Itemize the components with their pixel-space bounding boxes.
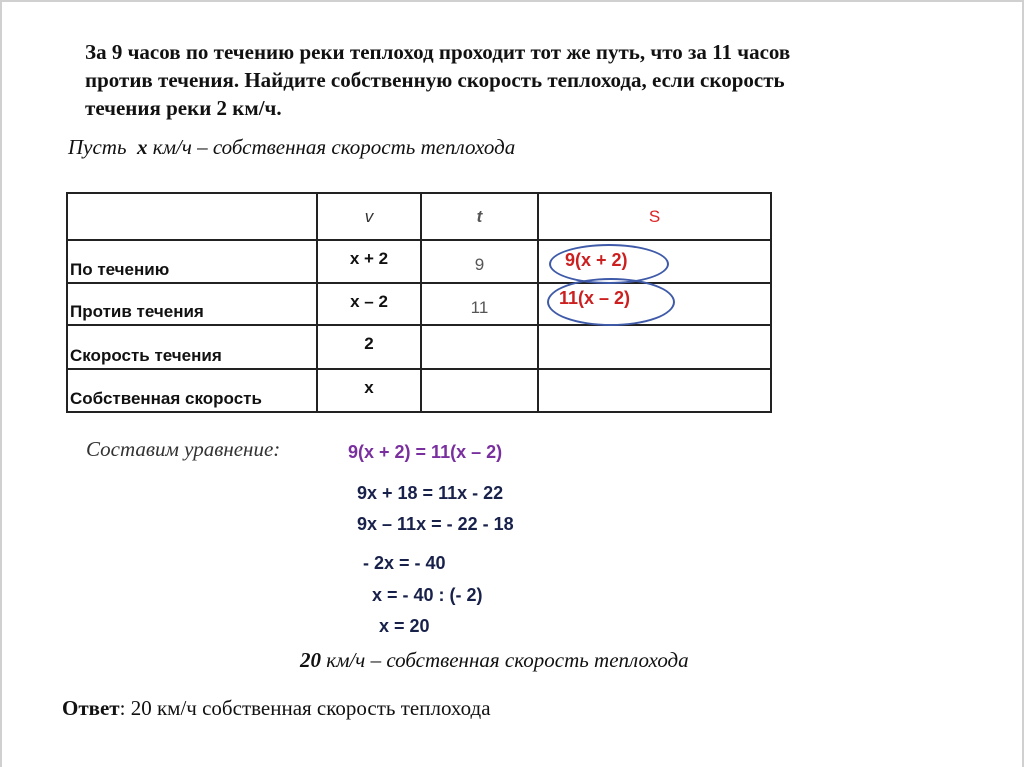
answer-statement [62,696,491,721]
row-label: Против течения [67,283,317,325]
result-value: 20 [300,648,321,672]
distance-value: 9(x + 2) [565,250,628,270]
slide-top-border [0,0,1024,2]
problem-line: против течения. Найдите собственную скорость теплохода, если скорость [85,68,785,92]
let-rest: км/ч – собственная скорость теплохода [152,135,516,159]
cell-time [421,369,538,412]
cell-time: 9 [421,240,538,283]
compose-label: Составим уравнение: [86,437,281,461]
problem-statement [85,38,965,122]
cell-distance [538,325,771,369]
table-header-row [67,193,771,240]
header-speed: v [317,193,421,240]
cell-distance [538,240,771,283]
let-statement [68,135,515,160]
cell-distance [538,283,771,325]
let-variable: x [137,135,148,159]
cell-speed: x – 2 [317,283,421,325]
cell-speed: x [317,369,421,412]
problem-line: течения реки 2 км/ч. [85,96,282,120]
cell-time [421,325,538,369]
data-table [66,192,772,413]
result-statement [300,648,689,673]
cell-speed: 2 [317,325,421,369]
equation-step: - 2x = - 40 [363,553,446,573]
result-rest: км/ч – собственная скорость теплохода [326,648,689,672]
row-label: По течению [67,240,317,283]
table-row [67,325,771,369]
distance-value: 11(x – 2) [559,288,631,308]
row-label: Скорость течения [67,325,317,369]
table-row [67,240,771,283]
answer-text: : 20 км/ч собственная скорость теплохода [119,696,491,720]
table-row [67,369,771,412]
answer-label: Ответ [62,696,120,720]
cell-speed: x + 2 [317,240,421,283]
slide-left-border [0,0,2,767]
header-time: t [421,193,538,240]
let-prefix: Пусть [68,135,127,159]
problem-line: За 9 часов по течению реки теплоход проходит тот же путь, что за 11 часов [85,40,791,64]
cell-distance [538,369,771,412]
equation-step: 9x + 18 = 11x - 22 [357,483,504,503]
header-distance: S [538,193,771,240]
equation-step: x = 20 [379,616,430,636]
equation-main: 9(x + 2) = 11(x – 2) [348,442,503,462]
equation-step: 9x – 11x = - 22 - 18 [357,514,514,534]
header-empty [67,193,317,240]
row-label: Собственная скорость [67,369,317,412]
table-row [67,283,771,325]
cell-time: 11 [421,283,538,325]
equation-step: x = - 40 : (- 2) [372,585,483,605]
